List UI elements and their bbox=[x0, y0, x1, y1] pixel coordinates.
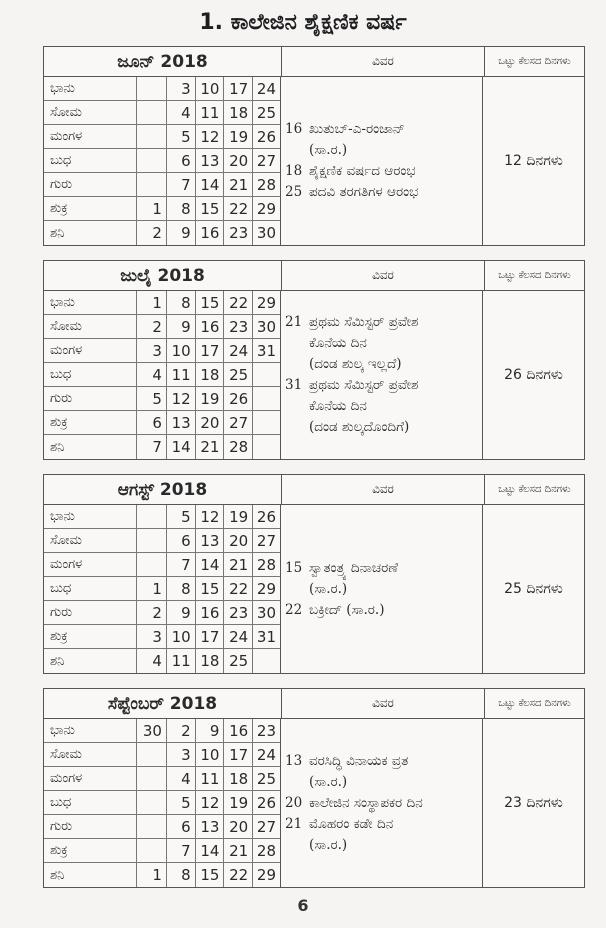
event-details bbox=[281, 77, 483, 245]
event-details bbox=[281, 719, 483, 887]
working-days-count: 12 ದಿನಗಳು bbox=[504, 153, 563, 169]
page-number: 6 bbox=[297, 896, 309, 915]
weekday-row bbox=[44, 77, 280, 101]
month-title: ಜೂನ್ 2018 bbox=[44, 47, 282, 76]
date-cell: 30 bbox=[256, 317, 276, 336]
weekday-label: ಸೋಮ bbox=[44, 101, 137, 124]
weekday-label: ಭಾನು bbox=[44, 77, 137, 100]
date-cell: 18 bbox=[196, 363, 225, 386]
date-cell: 5 bbox=[137, 387, 167, 410]
date-cell: 15 bbox=[196, 291, 225, 314]
event-date: 13 bbox=[285, 752, 303, 769]
weekday-row bbox=[44, 791, 280, 815]
date-cell: 14 bbox=[196, 553, 225, 576]
event-line bbox=[285, 835, 476, 856]
month-table bbox=[43, 688, 585, 888]
weekday-row bbox=[44, 411, 280, 435]
date-cell: 24 bbox=[224, 339, 253, 362]
event-text: ಕೊನೆಯ ದಿನ bbox=[309, 335, 367, 351]
event-line bbox=[285, 814, 476, 835]
date-cell: 26 bbox=[224, 387, 253, 410]
date-cell bbox=[253, 387, 280, 410]
date-cell bbox=[137, 743, 167, 766]
weekday-row bbox=[44, 149, 280, 173]
weekday-row bbox=[44, 767, 280, 791]
date-cell: 16 bbox=[196, 221, 225, 245]
event-date bbox=[285, 396, 309, 417]
date-cell: 17 bbox=[196, 339, 225, 362]
date-cell: 23 bbox=[224, 601, 253, 624]
vivara-header: ವಿವರ bbox=[282, 475, 485, 504]
date-cell: 17 bbox=[224, 77, 253, 100]
weekday-label: ಗುರು bbox=[44, 387, 137, 410]
date-cell bbox=[137, 149, 167, 172]
date-cell: 23 bbox=[224, 315, 253, 338]
weekday-row bbox=[44, 387, 280, 411]
date-cell: 26 bbox=[256, 793, 276, 812]
month-header-row bbox=[44, 475, 584, 505]
event-text: (ಸಾ.ರ.) bbox=[309, 142, 348, 158]
date-cell: 23 bbox=[256, 721, 276, 740]
date-cell: 15 bbox=[196, 197, 225, 220]
date-cell: 26 bbox=[256, 127, 276, 146]
vivara-header: ವಿವರ bbox=[282, 689, 485, 718]
event-date bbox=[285, 579, 309, 600]
event-date: 31 bbox=[285, 377, 303, 393]
event-text: ಶೈಕ್ಷಣಿಕ ವರ್ಷದ ಆರಂಭ bbox=[309, 163, 416, 179]
event-line bbox=[285, 751, 476, 772]
working-days-header: ಒಟ್ಟು ಕೆಲಸದ ದಿನಗಳು bbox=[498, 484, 571, 495]
event-line bbox=[285, 375, 476, 396]
date-cell: 12 bbox=[167, 387, 196, 410]
date-cell: 28 bbox=[256, 841, 276, 860]
weekday-label: ಶುಕ್ರ bbox=[44, 625, 137, 648]
date-cell: 5 bbox=[167, 505, 196, 528]
event-date: 22 bbox=[285, 601, 303, 618]
date-cell: 28 bbox=[256, 555, 276, 574]
event-line bbox=[285, 793, 476, 814]
weekday-row bbox=[44, 101, 280, 125]
event-text: (ಸಾ.ರ.) bbox=[309, 773, 348, 790]
date-cell: 20 bbox=[224, 149, 253, 172]
event-date: 18 bbox=[285, 163, 303, 179]
date-cell: 16 bbox=[196, 601, 225, 624]
date-cell: 8 bbox=[167, 577, 196, 600]
weekday-label: ಮಂಗಳ bbox=[44, 553, 137, 576]
date-cell: 2 bbox=[137, 315, 167, 338]
weekday-row bbox=[44, 125, 280, 149]
event-text: ಪದವಿ ತರಗತಿಗಳ ಆರಂಭ bbox=[309, 184, 419, 200]
weekday-row bbox=[44, 435, 280, 459]
date-cell: 12 bbox=[196, 505, 225, 528]
date-cell: 9 bbox=[167, 221, 196, 245]
date-cell: 22 bbox=[224, 577, 253, 600]
date-cell: 20 bbox=[196, 411, 225, 434]
weekday-label: ಭಾನು bbox=[44, 719, 137, 742]
date-cell: 1 bbox=[137, 291, 167, 314]
weekday-row bbox=[44, 863, 280, 887]
date-cell: 24 bbox=[256, 79, 276, 98]
event-text: ವರಸಿದ್ಧಿ ವಿನಾಯಕ ವ್ರತ bbox=[309, 752, 409, 769]
date-cell: 3 bbox=[167, 77, 196, 100]
date-cell: 7 bbox=[137, 435, 167, 459]
weekday-row bbox=[44, 221, 280, 245]
event-text: (ಸಾ.ರ.) bbox=[309, 580, 348, 597]
date-cell: 9 bbox=[167, 315, 196, 338]
event-text: ಕಾಲೇಜಿನ ಸಂಸ್ಥಾಪಕರ ದಿನ bbox=[309, 794, 423, 811]
vivara-header: ವಿವರ bbox=[282, 47, 485, 76]
date-cell: 9 bbox=[167, 601, 196, 624]
event-text: ಸ್ವಾತಂತ್ರ್ಯ ದಿನಾಚರಣೆ bbox=[309, 559, 399, 576]
month-title: ಸೆಪ್ಟೆಂಬರ್ 2018 bbox=[44, 689, 282, 718]
weekday-label: ಬುಧ bbox=[44, 149, 137, 172]
date-cell: 20 bbox=[224, 529, 253, 552]
date-cell: 4 bbox=[167, 101, 196, 124]
date-cell: 6 bbox=[167, 529, 196, 552]
weekday-label: ಶನಿ bbox=[44, 649, 137, 673]
weekday-label: ಶನಿ bbox=[44, 435, 137, 459]
date-cell: 28 bbox=[224, 435, 253, 459]
weekday-label: ಬುಧ bbox=[44, 791, 137, 814]
date-cell: 11 bbox=[196, 767, 225, 790]
date-cell: 6 bbox=[137, 411, 167, 434]
weekday-label: ಶುಕ್ರ bbox=[44, 839, 137, 862]
date-cell: 21 bbox=[224, 553, 253, 576]
date-cell: 1 bbox=[137, 863, 167, 887]
date-cell: 17 bbox=[224, 743, 253, 766]
event-text: (ದಂಡ ಶುಲ್ಕ ಇಲ್ಲದೆ) bbox=[309, 356, 402, 372]
weekday-label: ಮಂಗಳ bbox=[44, 339, 137, 362]
date-cell: 2 bbox=[137, 601, 167, 624]
date-cell: 14 bbox=[196, 839, 225, 862]
date-cell: 14 bbox=[196, 173, 225, 196]
date-cell: 10 bbox=[196, 77, 225, 100]
weekday-row bbox=[44, 339, 280, 363]
date-cell: 27 bbox=[224, 411, 253, 434]
vivara-header: ವಿವರ bbox=[282, 261, 485, 290]
event-text: (ಸಾ.ರ.) bbox=[309, 836, 348, 853]
weekday-label: ಶುಕ್ರ bbox=[44, 197, 137, 220]
working-days-header: ಒಟ್ಟು ಕೆಲಸದ ದಿನಗಳು bbox=[498, 56, 571, 67]
date-cell: 6 bbox=[167, 815, 196, 838]
weekday-row bbox=[44, 839, 280, 863]
date-cell bbox=[253, 435, 280, 459]
date-cell: 27 bbox=[256, 151, 276, 170]
date-cell: 3 bbox=[137, 339, 167, 362]
event-line bbox=[285, 600, 476, 621]
date-cell: 27 bbox=[256, 531, 276, 550]
date-cell: 10 bbox=[167, 339, 196, 362]
date-cell: 15 bbox=[196, 577, 225, 600]
date-cell: 1 bbox=[137, 197, 167, 220]
date-cell: 19 bbox=[224, 791, 253, 814]
date-cell: 25 bbox=[224, 363, 253, 386]
date-cell bbox=[137, 815, 167, 838]
date-cell bbox=[137, 529, 167, 552]
date-cell: 31 bbox=[256, 627, 276, 646]
date-cell: 21 bbox=[224, 839, 253, 862]
date-cell: 5 bbox=[167, 125, 196, 148]
date-cell bbox=[137, 553, 167, 576]
date-cell: 28 bbox=[256, 175, 276, 194]
weekday-label: ಸೋಮ bbox=[44, 743, 137, 766]
date-cell: 2 bbox=[137, 221, 167, 245]
event-date bbox=[285, 772, 309, 793]
event-date bbox=[285, 140, 309, 161]
working-days-count: 23 ದಿನಗಳು bbox=[504, 795, 563, 811]
date-cell: 7 bbox=[167, 553, 196, 576]
weekday-label: ಭಾನು bbox=[44, 291, 137, 314]
event-date bbox=[285, 417, 309, 438]
event-date bbox=[285, 835, 309, 856]
date-cell: 13 bbox=[196, 815, 225, 838]
weekday-label: ಸೋಮ bbox=[44, 529, 137, 552]
date-cell: 7 bbox=[167, 839, 196, 862]
weekday-row bbox=[44, 505, 280, 529]
date-cell: 4 bbox=[137, 649, 167, 673]
event-line bbox=[285, 579, 476, 600]
date-grid bbox=[44, 291, 281, 459]
date-cell: 27 bbox=[256, 817, 276, 836]
event-details bbox=[281, 291, 483, 459]
date-cell: 12 bbox=[196, 791, 225, 814]
event-date: 21 bbox=[285, 815, 303, 832]
weekday-row bbox=[44, 625, 280, 649]
date-cell: 29 bbox=[256, 866, 276, 884]
working-days-count: 26 ದಿನಗಳು bbox=[504, 367, 563, 383]
date-cell bbox=[137, 101, 167, 124]
date-cell: 10 bbox=[196, 743, 225, 766]
date-cell: 29 bbox=[256, 579, 276, 598]
weekday-label: ಸೋಮ bbox=[44, 315, 137, 338]
event-line bbox=[285, 354, 476, 375]
event-line bbox=[285, 333, 476, 354]
event-date bbox=[285, 354, 309, 375]
event-line bbox=[285, 417, 476, 438]
date-cell: 29 bbox=[256, 293, 276, 312]
date-cell: 23 bbox=[224, 221, 253, 245]
month-header-row bbox=[44, 261, 584, 291]
date-cell: 29 bbox=[256, 199, 276, 218]
weekday-row bbox=[44, 363, 280, 387]
date-grid bbox=[44, 505, 281, 673]
date-cell: 30 bbox=[137, 719, 167, 742]
date-cell: 19 bbox=[224, 505, 253, 528]
date-cell: 16 bbox=[224, 719, 253, 742]
date-cell: 11 bbox=[167, 649, 196, 673]
date-cell: 6 bbox=[167, 149, 196, 172]
date-cell: 10 bbox=[167, 625, 196, 648]
date-cell: 17 bbox=[196, 625, 225, 648]
weekday-row bbox=[44, 577, 280, 601]
event-line bbox=[285, 119, 476, 140]
date-cell: 24 bbox=[224, 625, 253, 648]
event-text: ಪ್ರಥಮ ಸೆಮಿಸ್ಟರ್ ಪ್ರವೇಶ bbox=[309, 377, 419, 393]
date-cell bbox=[253, 411, 280, 434]
date-cell: 18 bbox=[196, 649, 225, 673]
weekday-row bbox=[44, 173, 280, 197]
date-cell bbox=[137, 125, 167, 148]
weekday-label: ಶನಿ bbox=[44, 221, 137, 245]
date-cell: 25 bbox=[224, 649, 253, 673]
event-line bbox=[285, 182, 476, 203]
event-line bbox=[285, 772, 476, 793]
working-days-header: ಒಟ್ಟು ಕೆಲಸದ ದಿನಗಳು bbox=[498, 698, 571, 709]
date-cell: 24 bbox=[256, 745, 276, 764]
date-cell: 22 bbox=[224, 863, 253, 887]
date-cell bbox=[137, 505, 167, 528]
weekday-label: ಮಂಗಳ bbox=[44, 125, 137, 148]
event-date: 16 bbox=[285, 121, 303, 137]
event-text: ಕೊನೆಯ ದಿನ bbox=[309, 398, 367, 414]
date-grid bbox=[44, 719, 281, 887]
event-date: 25 bbox=[285, 184, 303, 200]
event-text: (ದಂಡ ಶುಲ್ಕದೊಂದಿಗೆ) bbox=[309, 419, 410, 435]
date-cell bbox=[253, 649, 280, 673]
date-cell: 11 bbox=[196, 101, 225, 124]
date-cell: 3 bbox=[137, 625, 167, 648]
date-cell: 26 bbox=[256, 507, 276, 526]
working-days-header: ಒಟ್ಟು ಕೆಲಸದ ದಿನಗಳು bbox=[498, 270, 571, 281]
date-cell: 18 bbox=[224, 101, 253, 124]
weekday-label: ಶುಕ್ರ bbox=[44, 411, 137, 434]
date-cell: 5 bbox=[167, 791, 196, 814]
month-table bbox=[43, 474, 585, 674]
event-line bbox=[285, 558, 476, 579]
weekday-label: ಬುಧ bbox=[44, 363, 137, 386]
working-days-count: 25 ದಿನಗಳು bbox=[504, 581, 563, 597]
weekday-label: ಭಾನು bbox=[44, 505, 137, 528]
date-cell: 9 bbox=[196, 719, 225, 742]
weekday-row bbox=[44, 719, 280, 743]
date-cell: 13 bbox=[196, 529, 225, 552]
date-cell: 15 bbox=[196, 863, 225, 887]
weekday-row bbox=[44, 291, 280, 315]
event-line bbox=[285, 161, 476, 182]
weekday-row bbox=[44, 601, 280, 625]
date-cell: 19 bbox=[224, 125, 253, 148]
date-cell: 22 bbox=[224, 291, 253, 314]
date-cell: 21 bbox=[196, 435, 225, 459]
date-cell: 31 bbox=[256, 341, 276, 360]
event-text: ಬಕ್ರೀದ್ (ಸಾ.ರ.) bbox=[309, 601, 385, 618]
weekday-label: ಗುರು bbox=[44, 815, 137, 838]
date-cell bbox=[137, 791, 167, 814]
date-cell: 8 bbox=[167, 197, 196, 220]
month-title: ಜುಲೈ 2018 bbox=[44, 261, 282, 290]
date-cell: 12 bbox=[196, 125, 225, 148]
event-date: 20 bbox=[285, 794, 303, 811]
date-cell bbox=[137, 767, 167, 790]
weekday-row bbox=[44, 315, 280, 339]
weekday-row bbox=[44, 553, 280, 577]
weekday-label: ಮಂಗಳ bbox=[44, 767, 137, 790]
date-cell: 22 bbox=[224, 197, 253, 220]
weekday-label: ಗುರು bbox=[44, 173, 137, 196]
event-date bbox=[285, 333, 309, 354]
date-cell: 2 bbox=[167, 719, 196, 742]
month-table bbox=[43, 260, 585, 460]
date-cell: 25 bbox=[256, 769, 276, 788]
date-cell bbox=[137, 839, 167, 862]
weekday-row bbox=[44, 743, 280, 767]
date-cell bbox=[137, 77, 167, 100]
date-cell: 11 bbox=[167, 363, 196, 386]
date-grid bbox=[44, 77, 281, 245]
weekday-label: ಬುಧ bbox=[44, 577, 137, 600]
date-cell: 19 bbox=[196, 387, 225, 410]
date-cell: 21 bbox=[224, 173, 253, 196]
date-cell: 8 bbox=[167, 291, 196, 314]
weekday-row bbox=[44, 529, 280, 553]
date-cell: 4 bbox=[137, 363, 167, 386]
month-header-row bbox=[44, 47, 584, 77]
event-text: ಪ್ರಥಮ ಸೆಮಿಸ್ಟರ್ ಪ್ರವೇಶ bbox=[309, 314, 419, 330]
month-header-row bbox=[44, 689, 584, 719]
date-cell bbox=[137, 173, 167, 196]
month-table bbox=[43, 46, 585, 246]
date-cell: 14 bbox=[167, 435, 196, 459]
date-cell: 30 bbox=[256, 224, 276, 242]
weekday-label: ಶನಿ bbox=[44, 863, 137, 887]
date-cell: 13 bbox=[167, 411, 196, 434]
date-cell: 25 bbox=[256, 103, 276, 122]
event-text: ಖುತುಬ್-ಎ-ರಂಜಾನ್ bbox=[309, 121, 405, 137]
event-date: 21 bbox=[285, 314, 303, 330]
event-line bbox=[285, 312, 476, 333]
event-text: ಮೊಹರಂ ಕಡೇ ದಿನ bbox=[309, 815, 394, 832]
weekday-row bbox=[44, 197, 280, 221]
page-title: 1. ಕಾಲೇಜಿನ ಶೈಕ್ಷಣಿಕ ವರ್ಷ bbox=[199, 10, 407, 35]
date-cell: 30 bbox=[256, 603, 276, 622]
weekday-label: ಗುರು bbox=[44, 601, 137, 624]
date-cell: 4 bbox=[167, 767, 196, 790]
date-cell: 3 bbox=[167, 743, 196, 766]
date-cell: 18 bbox=[224, 767, 253, 790]
date-cell: 1 bbox=[137, 577, 167, 600]
date-cell: 20 bbox=[224, 815, 253, 838]
event-date: 15 bbox=[285, 559, 303, 576]
month-title: ಆಗಸ್ಟ್ 2018 bbox=[44, 475, 282, 504]
date-cell bbox=[253, 363, 280, 386]
weekday-row bbox=[44, 815, 280, 839]
date-cell: 13 bbox=[196, 149, 225, 172]
event-line bbox=[285, 396, 476, 417]
date-cell: 8 bbox=[167, 863, 196, 887]
date-cell: 7 bbox=[167, 173, 196, 196]
date-cell: 16 bbox=[196, 315, 225, 338]
event-line bbox=[285, 140, 476, 161]
weekday-row bbox=[44, 649, 280, 673]
event-details bbox=[281, 505, 483, 673]
